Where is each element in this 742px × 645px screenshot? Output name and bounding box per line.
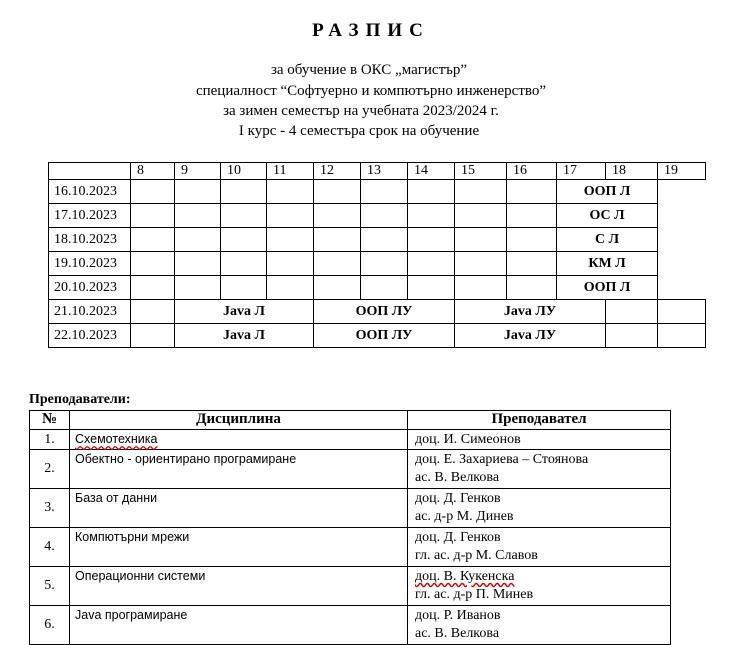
- hour-cell: 12: [314, 163, 361, 180]
- date-cell: 19.10.2023: [49, 252, 131, 276]
- schedule-row: [49, 276, 706, 300]
- class-cell: Java ЛУ: [455, 300, 606, 324]
- schedule-row: [49, 228, 706, 252]
- column-header-lecturer: Преподавател: [408, 411, 671, 430]
- hour-cell: 15: [455, 163, 507, 180]
- lecturer-name: гл. ас. д-р П. Минев: [415, 587, 534, 602]
- hour-cell: 18: [606, 163, 658, 180]
- hour-cell: 19: [658, 163, 706, 180]
- hour-cell: 17: [557, 163, 606, 180]
- hour-cell: 8: [131, 163, 175, 180]
- class-cell: КМ Л: [557, 252, 658, 276]
- discipline-cell: [70, 528, 408, 567]
- class-cell: ООП ЛУ: [314, 300, 455, 324]
- column-header-discipline: Дисциплина: [70, 411, 408, 430]
- class-cell: ООП Л: [557, 276, 658, 300]
- hour-cell: 11: [267, 163, 314, 180]
- lecturer-name: ас. д-р М. Динев: [415, 509, 514, 524]
- row-number: 5.: [30, 567, 70, 606]
- schedule-row: [49, 324, 706, 348]
- document-title: РАЗПИС: [312, 20, 430, 41]
- subtitle-specialty: специалност “Софтуерно и компютърно инженерство”: [195, 83, 547, 99]
- hour-cell: 13: [361, 163, 408, 180]
- lecturer-name: доц. Д. Генков: [415, 530, 501, 545]
- table-row: [30, 489, 671, 528]
- schedule-row: [49, 204, 706, 228]
- hours-header-row: [49, 163, 706, 180]
- lecturer-cell: [408, 450, 671, 489]
- discipline-name: Java програмиране: [75, 608, 188, 622]
- row-number: 4.: [30, 528, 70, 567]
- teachers-heading: Преподаватели:: [29, 392, 131, 407]
- discipline-cell: [70, 430, 408, 450]
- table-row: [30, 430, 671, 450]
- lecturer-name: ас. В. Велкова: [415, 626, 500, 641]
- date-cell: 16.10.2023: [49, 180, 131, 204]
- lecturer-cell: [408, 528, 671, 567]
- hour-cell: 10: [221, 163, 267, 180]
- row-number: 3.: [30, 489, 70, 528]
- discipline-cell: [70, 450, 408, 489]
- row-number: 1.: [30, 430, 70, 450]
- class-cell: Java Л: [175, 300, 314, 324]
- hour-cell: 9: [175, 163, 221, 180]
- hour-cell: 14: [408, 163, 455, 180]
- discipline-name: База от данни: [75, 491, 158, 505]
- row-number: 6.: [30, 606, 70, 645]
- schedule-row: [49, 180, 706, 204]
- subtitle-course: I курс - 4 семестъра срок на обучение: [238, 123, 480, 139]
- date-cell: 17.10.2023: [49, 204, 131, 228]
- class-cell: Java ЛУ: [455, 324, 606, 348]
- class-cell: Java Л: [175, 324, 314, 348]
- class-cell: ООП Л: [557, 180, 658, 204]
- class-cell: С Л: [557, 228, 658, 252]
- corner-cell: [49, 163, 131, 180]
- teachers-header-row: [30, 411, 671, 430]
- hour-cell: 16: [507, 163, 557, 180]
- teachers-table: [29, 410, 671, 645]
- discipline-cell: [70, 489, 408, 528]
- lecturer-name: доц. Д. Генков: [415, 491, 501, 506]
- column-header-number: №: [30, 411, 70, 430]
- lecturer-cell: [408, 430, 671, 450]
- table-row: [30, 567, 671, 606]
- lecturer-name: доц. И. Симеонов: [415, 432, 521, 447]
- lecturer-name: ас. В. Велкова: [415, 470, 500, 485]
- discipline-name: Схемотехника: [75, 432, 158, 446]
- subtitle-semester: за зимен семестър на учебната 2023/2024 г.: [223, 103, 499, 119]
- lecturer-name: доц. В. Кукенска: [415, 569, 515, 584]
- table-row: [30, 528, 671, 567]
- schedule-table: [48, 162, 706, 348]
- date-cell: 21.10.2023: [49, 300, 131, 324]
- lecturer-name: доц. Е. Захариева – Стоянова: [415, 452, 589, 467]
- table-row: [30, 450, 671, 489]
- discipline-name: Обектно - ориентирано програмиране: [75, 452, 297, 466]
- date-cell: 20.10.2023: [49, 276, 131, 300]
- class-cell: ОС Л: [557, 204, 658, 228]
- lecturer-name: доц. Р. Иванов: [415, 608, 501, 623]
- schedule-row: [49, 300, 706, 324]
- subtitle-degree: за обучение в ОКС „магистър”: [270, 62, 468, 78]
- discipline-cell: [70, 567, 408, 606]
- lecturer-name: гл. ас. д-р М. Славов: [415, 548, 538, 563]
- lecturer-cell: [408, 489, 671, 528]
- date-cell: 22.10.2023: [49, 324, 131, 348]
- class-cell: ООП ЛУ: [314, 324, 455, 348]
- row-number: 2.: [30, 450, 70, 489]
- schedule-row: [49, 252, 706, 276]
- discipline-name: Компютърни мрежи: [75, 530, 190, 544]
- discipline-name: Операционни системи: [75, 569, 206, 583]
- date-cell: 18.10.2023: [49, 228, 131, 252]
- lecturer-cell: [408, 567, 671, 606]
